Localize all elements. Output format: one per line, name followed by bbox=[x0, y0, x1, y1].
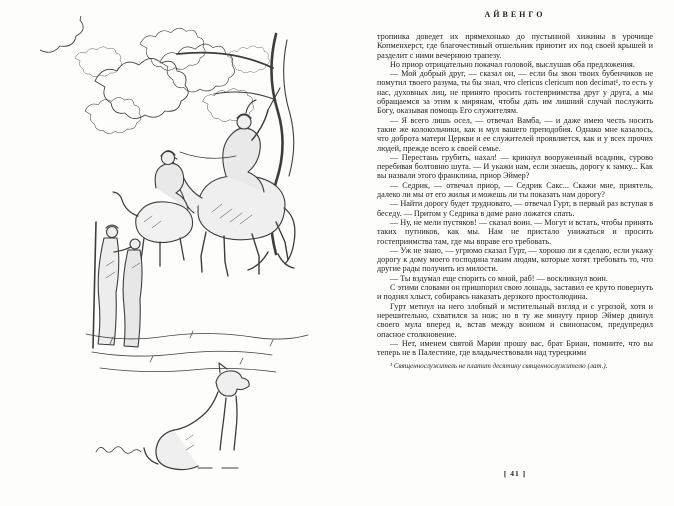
paragraph: — Нет, именем святой Марии прошу вас, брат Бриан, помните, что вы теперь не в Палестине, где владычествовали над турецкими bbox=[377, 338, 653, 358]
paragraph: — Я всего лишь осел, — отвечал Вамба, — и даже имею честь носить такие же колокольчики, как и мул вашего преподобия. Однако мне казалось, что доброта матери Церкви и ее служителей проявляется, как и у всех прочих людей, прежде всего к своей семье. bbox=[377, 115, 653, 153]
body-text bbox=[377, 32, 653, 357]
ground-hatching bbox=[86, 331, 308, 372]
paragraph: — Ну, не мели пустяков! — сказал воин. — Могут и встать, чтобы принять таких путников, как мы. Нам не пристало унижаться и просить гостеприимства там, где мы вправе его требовать. bbox=[377, 217, 653, 246]
paragraph: Но приор отрицательно покачал головой, выслушав оба предложения. bbox=[390, 59, 635, 69]
paragraph: — Ты вздумал еще спорить со мной, раб! — воскликнул воин. bbox=[390, 273, 608, 283]
left-page bbox=[30, 10, 352, 498]
prior-on-mule bbox=[113, 151, 193, 266]
paragraph: — Мой добрый друг, — сказал он, — если бы звон твоих бубенчиков не помутил твоего разума, ты бы знал, что clericus clericum non decimat¹, то есть у нас, духовных лиц, не принято просить гостеприимства друг у друга, а мы обращаемся за этим к мирянам, чтобы дать им лишний случай послужить Богу, оказывая помощь Его служителям. bbox=[377, 69, 653, 116]
right-page bbox=[377, 10, 653, 498]
paragraph: — Седрик, — отвечал приор, — Седрик Сакс... Скажи мне, приятель, далеко ли мы от его жилья и можешь ли ты показать нам дорогу? bbox=[377, 180, 653, 200]
paragraph: Гурт метнул на него злобный и мстительный взгляд и с угрозой, хотя и нерешительно, схватился за нож; но в ту же минуту приор Эймер двинул своего мула вперед и, встав между воином и свинопасом, предупредил опасное столкновение. bbox=[377, 301, 653, 339]
peasants-wamba-gurth bbox=[93, 222, 142, 348]
paragraph: тропинка доведет их прямехонько до пустынной хижины в урочище Копменхерст, где благочестивый отшельник приютит их под своей крышей и разделит с ними вечернюю трапезу. bbox=[377, 32, 653, 60]
running-head: АЙВЕНГО bbox=[484, 10, 546, 19]
tree-canopy bbox=[40, 16, 269, 134]
dog bbox=[144, 363, 249, 470]
paragraph: С этими словами он пришпорил свою лошадь, заставил ее круто повернуть и поднял хлыст, собираясь наказать дерзкого простолюдина. bbox=[377, 283, 653, 302]
paragraph: — Уж не знаю, — угрюмо сказал Гурт, — хорошо ли я сделаю, если укажу дорогу к дому моего господина таким людям, которые хотят требовать то, что другие рады получить из милости. bbox=[377, 245, 653, 274]
engraving-illustration bbox=[40, 16, 342, 478]
footnote: ¹ Священнослужитель не платит десятину священнослужителю (лат.). bbox=[390, 362, 608, 371]
paragraph: — Перестань грубить, нахал! — крикнул вооруженный всадник, сурово перебивая болтовню шута. — И укажи нам, если знаешь, дорогу к замку... Как вы назвали этого франклина, приор Эймер? bbox=[377, 152, 653, 181]
paragraph: — Найти дорогу будет трудновато, — отвечал Гурт, в первый раз вступая в беседу. — Притом у Седрика в доме рано ложатся спать. bbox=[377, 199, 653, 218]
artist-signature bbox=[96, 447, 141, 454]
page-number: [ 41 ] bbox=[503, 469, 527, 478]
